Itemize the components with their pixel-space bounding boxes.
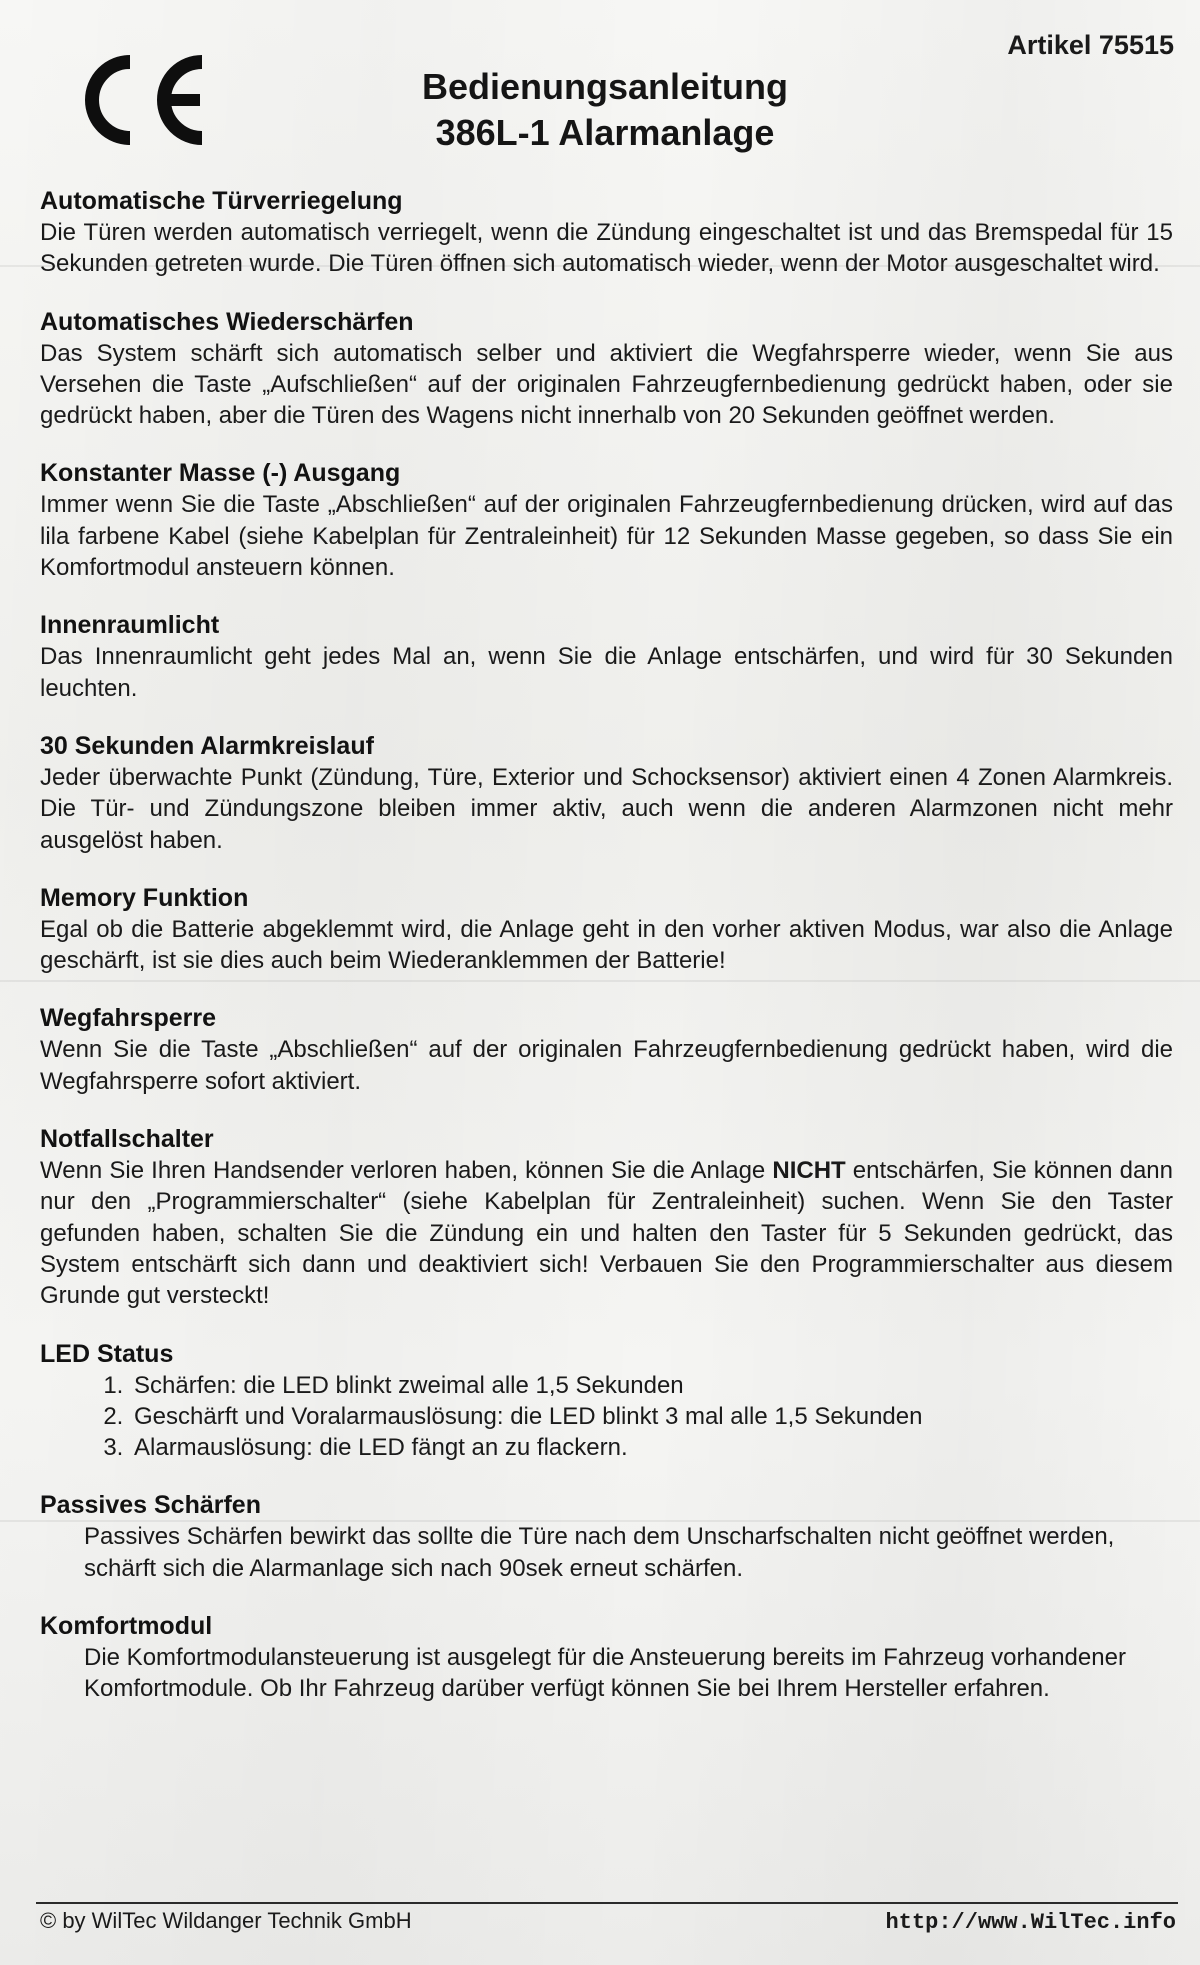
- section-heading: Passives Schärfen: [40, 1491, 261, 1520]
- title-line-2: 386L-1 Alarmanlage: [435, 112, 775, 153]
- text-part: Wenn Sie Ihren Handsender verloren haben, können Sie die Anlage: [40, 1157, 773, 1185]
- title-line-1: Bedienungsanleitung: [421, 66, 788, 107]
- section-heading: Automatisches Wiederschärfen: [40, 307, 414, 336]
- section-memory-funktion: [40, 883, 1173, 977]
- section-heading: Notfallschalter: [40, 1125, 214, 1154]
- section-text: Jeder überwachte Punkt (Zündung, Türe, Exterior und Schocksensor) aktiviert einen 4 Zonen Alarmkreis. Die Tür- und Zündungszone bleiben immer aktiv, auch wenn die anderen Alarmzonen nicht mehr ausgelöst haben.: [40, 763, 1173, 854]
- footer-divider: [36, 1902, 1178, 1904]
- section-notfallschalter: [40, 1124, 1173, 1311]
- page-title: [360, 64, 850, 156]
- section-heading: Konstanter Masse (-) Ausgang: [40, 459, 401, 488]
- emphasis-nicht: NICHT: [772, 1157, 846, 1185]
- section-konstanter-masse-ausgang: [40, 458, 1173, 583]
- section-text: Passives Schärfen bewirkt das sollte die Türe nach dem Unscharfschalten nicht geöffnet werden, schärft sich die Alarmanlage sich nach 90sek erneut schärfen.: [84, 1523, 1115, 1582]
- section-passives-schaerfen: [40, 1490, 1173, 1584]
- section-text: [40, 1155, 1173, 1311]
- list-item: 1. Schärfen: die LED blinkt zweimal alle 1,5 Sekunden: [130, 1370, 1173, 1401]
- section-heading: Wegfahrsperre: [40, 1004, 216, 1033]
- manual-content: [40, 186, 1173, 1732]
- ce-mark-logo: [68, 48, 208, 152]
- section-text: Die Komfortmodulansteuerung ist ausgelegt für die Ansteuerung bereits im Fahrzeug vorhandener Komfortmodule. Ob Ihr Fahrzeug darüber verfügt können Sie bei Ihrem Hersteller erfahren.: [84, 1644, 1126, 1703]
- section-heading: LED Status: [40, 1339, 174, 1368]
- section-text: Immer wenn Sie die Taste „Abschließen“ auf der originalen Fahrzeugfernbedienung drücken, wird auf das lila farbene Kabel (siehe Kabelplan für Zentraleinheit) für 12 Sekunden Masse gegeben, so dass Sie ein Komfortmodul ansteuern können.: [40, 491, 1173, 582]
- section-alarmkreislauf: [40, 731, 1173, 856]
- list-item: 2. Geschärft und Voralarmauslösung: die LED blinkt 3 mal alle 1,5 Sekunden: [130, 1401, 1173, 1432]
- text-part: entschärfen, Sie können dann nur den „Programmierschalter“ (siehe Kabelplan für Zentraleinheit) suchen. Wenn Sie den Taster gefunden haben, schalten Sie die Zündung ein und halten den Taster für 5 Sekunden gedrückt, das System entschärft sich dann und deaktiviert sich! Verbauen Sie den Programmierschalter aus diesem Grunde gut versteckt!: [40, 1157, 1173, 1310]
- section-wegfahrsperre: [40, 1003, 1173, 1097]
- section-heading: Komfortmodul: [40, 1612, 213, 1641]
- section-innenraumlicht: [40, 610, 1173, 704]
- section-text: Wenn Sie die Taste „Abschließen“ auf der originalen Fahrzeugfernbedienung gedrückt haben, wird die Wegfahrsperre sofort aktiviert.: [40, 1036, 1173, 1095]
- led-status-list: [40, 1370, 1173, 1464]
- list-item: 3. Alarmauslösung: die LED fängt an zu flackern.: [130, 1432, 1173, 1463]
- section-heading: Innenraumlicht: [40, 611, 220, 640]
- section-heading: Automatische Türverriegelung: [40, 187, 403, 215]
- footer-copyright: © by WilTec Wildanger Technik GmbH: [40, 1908, 412, 1933]
- section-text: Das Innenraumlicht geht jedes Mal an, wenn Sie die Anlage entschärfen, und wird für 30 Sekunden leuchten.: [40, 643, 1173, 702]
- section-komfortmodul: [40, 1611, 1173, 1705]
- footer-url[interactable]: http://www.WilTec.info: [885, 1910, 1176, 1935]
- section-automatische-tuerverriegelung: [40, 186, 1173, 280]
- section-text: Egal ob die Batterie abgeklemmt wird, die Anlage geht in den vorher aktiven Modus, war also die Anlage geschärft, ist sie dies auch beim Wiederanklemmen der Batterie!: [40, 915, 1173, 975]
- section-heading: Memory Funktion: [40, 883, 249, 912]
- section-heading: 30 Sekunden Alarmkreislauf: [40, 731, 374, 760]
- article-number: Artikel 75515: [1007, 30, 1174, 60]
- section-text: Die Türen werden automatisch verriegelt, wenn die Zündung eingeschaltet ist und das Bremspedal für 15 Sekunden getreten wurde. Die Türen öffnen sich automatisch wieder, wenn der Motor ausgeschaltet wird.: [40, 219, 1173, 278]
- section-text: Das System schärft sich automatisch selber und aktiviert die Wegfahrsperre wieder, wenn Sie aus Versehen die Taste „Aufschließen“ auf der originalen Fahrzeugfernbedienung gedrückt haben, oder sie gedrückt haben, aber die Türen des Wagens nicht innerhalb von 20 Sekunden geöffnet werden.: [40, 339, 1173, 430]
- section-led-status: [40, 1339, 1173, 1464]
- section-automatisches-wiederschaerfen: [40, 307, 1173, 432]
